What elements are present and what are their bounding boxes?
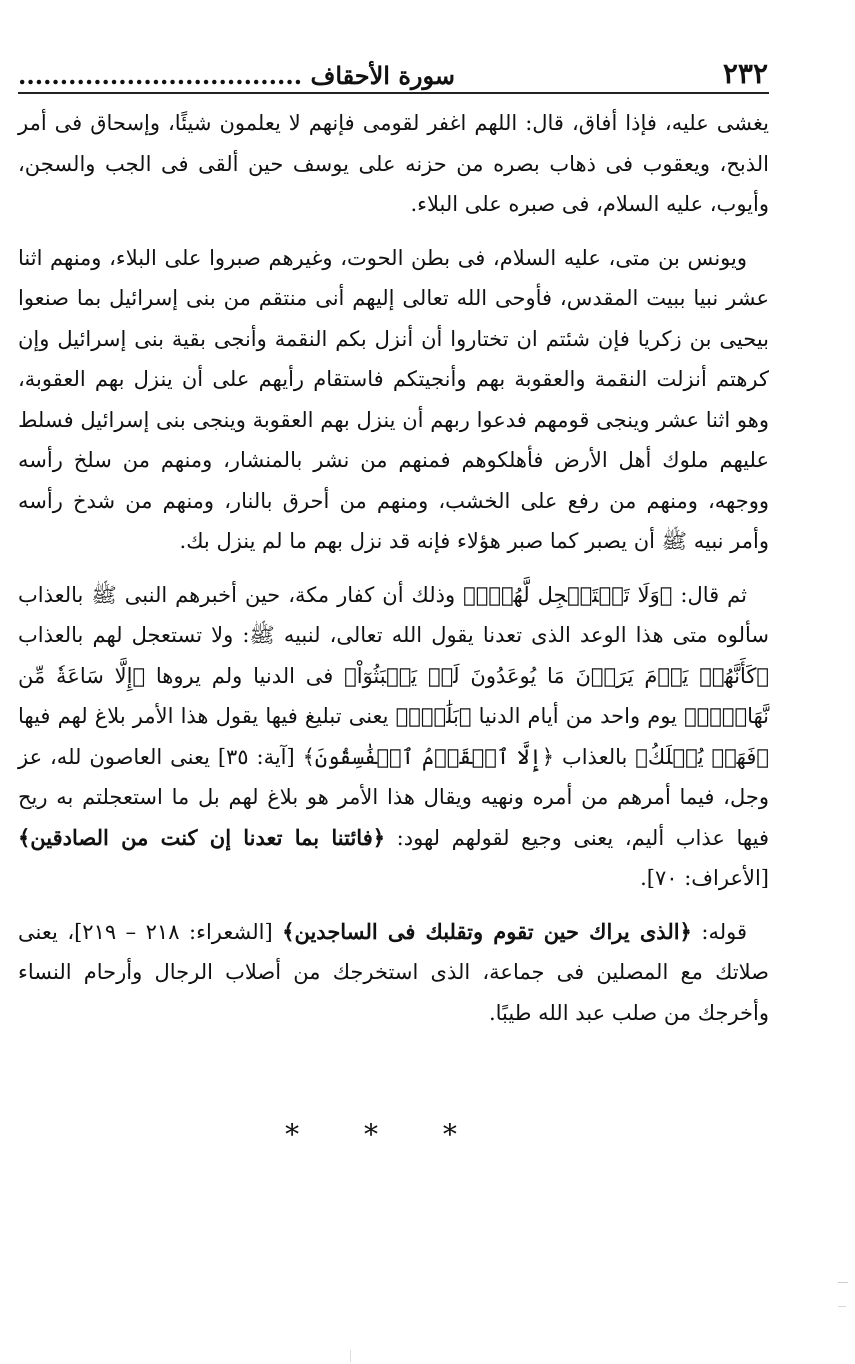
quran-verse-2: ﴿كَأَنَّهُمۡ يَوۡمَ يَرَوۡنَ مَا يُوعَدُونَ لَمۡ يَلۡبَثُوٓاْ﴾ [344, 663, 769, 688]
paragraph-3 [18, 575, 769, 899]
paragraph-2: ويونس بن متى، عليه السلام، فى بطن الحوت، وغيرهم صبروا على البلاء، ومنهم اثنا عشر نبيا ببيت المقدس، فأوحى الله تعالى إليهم أنى منتقم من بنى إسرائيل بما صنعوا بيحيى بن زكريا فإن شئتم ان تختاروا أن أنزل بكم النقمة وأنجى بقية بنى إسرائيل وإن كرهتم أنزلت النقمة والعقوبة بهم وأنجيتكم فاستقام رأيهم على أن ينزل بهم العقوبة، وهو اثنا عشر وينجى قومهم فدعوا ربهم أن ينزل بهم العقوبة وينجى بنى إسرائيل فسلط عليهم ملوك أهل الأرض فأهلكوهم فمنهم من نشر بالمنشار، ومنهم من سلخ رأسه ووجهه، ومنهم من رفع على الخشب، ومنهم من أحرق بالنار، ومنهم من شدخ رأسه وأمر نبيه ﷺ أن يصبر كما صبر هؤلاء فإنه قد نزل بهم ما لم ينزل بك. [18, 245, 769, 553]
quoted-verse-1: ﴿فائتنا بما تعدنا إن كنت من الصادقين﴾ [18, 824, 386, 850]
quran-verse-4: ﴿بَلَٰغٞۚ﴾ [395, 704, 472, 728]
quran-verse-3: ﴿إِلَّا سَاعَةٗ مِّن نَّهَارِۭۚ﴾ [18, 663, 769, 728]
paragraph-3-text-4: يوم واحد من أيام الدنيا [471, 704, 685, 728]
paragraph-3-text-2: وذلك أن كفار مكة، حين أخبرهم النبى ﷺ بالعذاب سألوه متى هذا الوعد الذى تعدنا يقول الله تعالى، لنبيه ﷺ: ولا تستعجل لهم بالعذاب [18, 582, 769, 647]
running-title: سورة الأحقاف .................................. [18, 61, 455, 90]
paragraph-4 [18, 912, 769, 1034]
paragraph-4-text-1: قوله: [691, 919, 747, 944]
scan-mark [838, 1282, 848, 1283]
quran-verse-1: ﴿وَلَا تَسۡتَعۡجِل لَّهُمۡۚ﴾ [463, 582, 673, 607]
paragraph-3-text-5: يعنى تبليغ فيها يقول هذا الأمر بلاغ لهم فيها [18, 704, 396, 728]
paragraph-1: يغشى عليه، فإذا أفاق، قال: اللهم اغفر لقومى فإنهم لا يعلمون شيئًا، وإسحاق فى أمر الذبح، ويعقوب فى ذهاب بصره من حزنه على يوسف حين ألقى فى الجب والسجن، وأيوب، عليه السلام، فى صبره على البلاء. [18, 111, 769, 216]
header-rule [18, 92, 769, 94]
quran-verse-6: ﴿إِلَّا ٱلۡقَوۡمُ ٱلۡفَٰسِقُونَ﴾ [302, 744, 555, 769]
paragraph-3-text-1: ثم قال: [672, 582, 747, 607]
paragraph-3-text-7: [آية: ٣٥] يعنى العاصون لله، عز وجل، فيما أمرهم من أمره ونهيه ويقال هذا الأمر هو بلاغ لهم بل ما استعجلتم به ريح فيها عذاب أليم، يعنى وجيع لقولهم لهود: [18, 744, 769, 850]
paragraph-3-text-3: فى الدنيا ولم يروها [145, 663, 345, 688]
paragraph-3-text-6: بالعذاب [554, 744, 636, 769]
page-header [18, 48, 768, 90]
body-text [18, 103, 769, 1033]
quoted-verse-2: ﴿الذى يراك حين تقوم وتقلبك فى الساجدين﴾ [282, 918, 692, 944]
page-number: ٢٣٢ [722, 57, 768, 90]
paragraph-3-text-8: [الأعراف: ٧٠]. [640, 866, 769, 890]
quran-verse-5: ﴿فَهَلۡ يُهۡلَكُ﴾ [635, 744, 769, 769]
section-separator: * * * [285, 1118, 485, 1151]
scan-mark [838, 1306, 846, 1307]
paragraph-4-text-2: [الشعراء: ٢١٨ – ٢١٩]، يعنى صلاتك مع المصلين فى جماعة، الذى استخرجك من أصلاب الرجال وأرحام النساء وأخرجك من صلب عبد الله طيبًا. [18, 919, 769, 1025]
scan-mark [350, 1350, 351, 1362]
